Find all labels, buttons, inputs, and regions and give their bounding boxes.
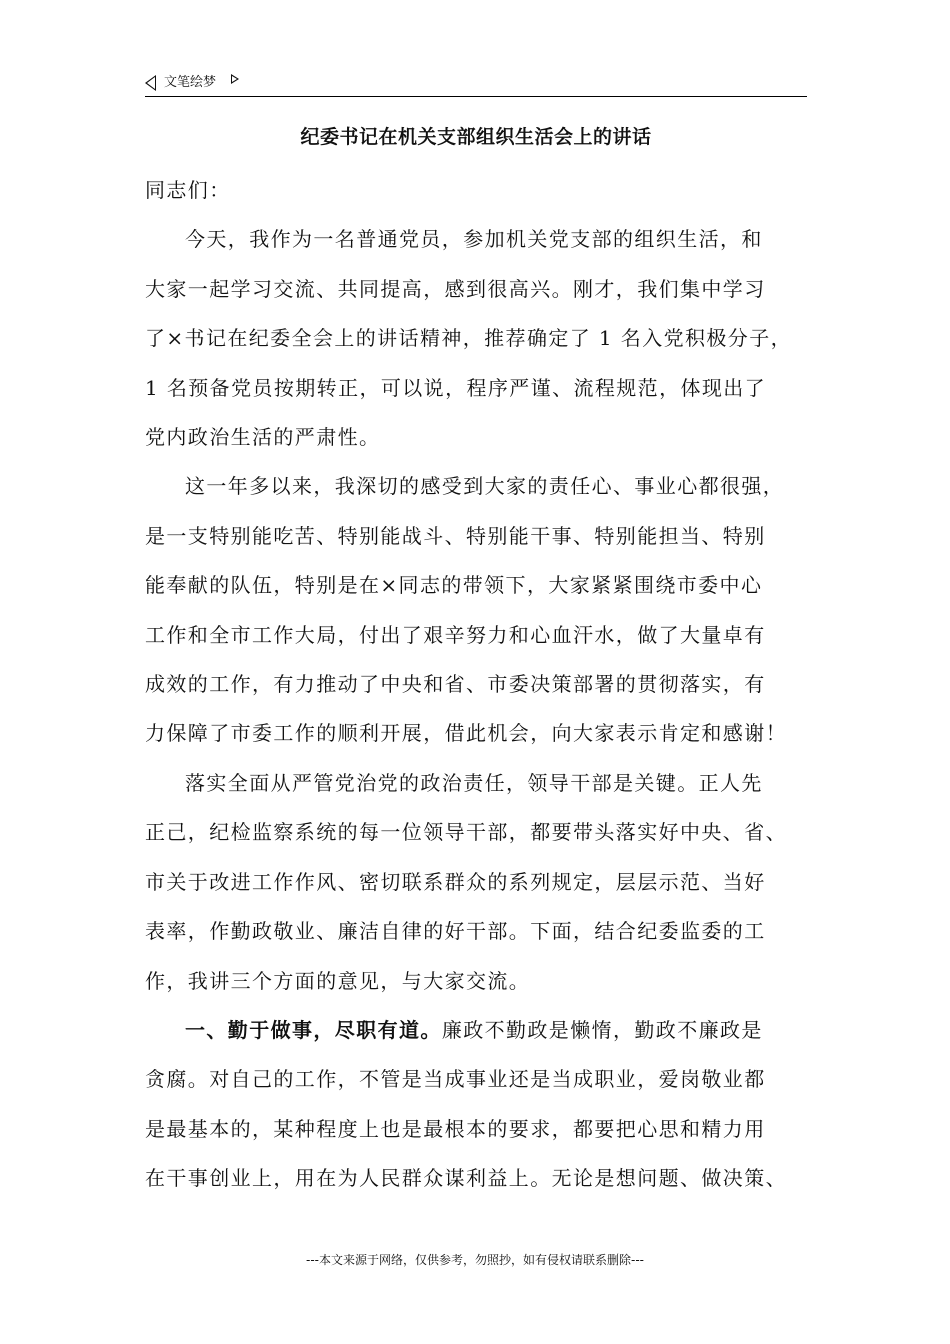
paragraph-line: 成效的工作，有力推动了中央和省、市委决策部署的贯彻落实，有	[145, 672, 766, 697]
paragraph-line: 是最基本的，某种程度上也是最根本的要求，都要把心思和精力用	[145, 1116, 766, 1141]
paragraph-line: 这一年多以来，我深切的感受到大家的责任心、事业心都很强，	[185, 474, 785, 499]
page-header	[145, 70, 807, 97]
paragraph-line: 贪腐。对自己的工作，不管是当成事业还是当成职业，爱岗敬业都	[145, 1067, 766, 1092]
paragraph-line: 党内政治生活的严肃性。	[145, 425, 381, 450]
section-heading: 一、勤于做事，尽职有道。	[185, 1017, 442, 1042]
paragraph-line: 力保障了市委工作的顺利开展，借此机会，向大家表示肯定和感谢！	[145, 721, 787, 746]
section-heading-line	[145, 1006, 825, 1055]
paragraph-line: 表率，作勤政敬业、廉洁自律的好干部。下面，结合纪委监委的工	[145, 919, 766, 944]
paragraph-line: 在干事创业上，用在为人民群众谋利益上。无论是想问题、做决策、	[145, 1166, 787, 1191]
paragraph-line: 了×书记在纪委全会上的讲话精神，推荐确定了 1 名入党积极分子，	[145, 326, 792, 351]
paragraph-line: 工作和全市工作大局，付出了艰辛努力和心血汗水，做了大量卓有	[145, 622, 766, 647]
salutation: 同志们：	[145, 178, 231, 202]
document-body	[145, 166, 825, 1204]
left-triangle-icon	[145, 75, 156, 91]
paragraph-line: 是一支特别能吃苦、特别能战斗、特别能干事、特别能担当、特别	[145, 523, 766, 548]
page-footer: ---本文来源于网络，仅供参考，勿照抄，如有侵权请联系删除---	[306, 1253, 644, 1267]
paragraph-line: 今天，我作为一名普通党员，参加机关党支部的组织生活，和	[185, 227, 763, 252]
paragraph-line: 能奉献的队伍，特别是在×同志的带领下，大家紧紧围绕市委中心	[145, 573, 763, 598]
paragraph-line: 1 名预备党员按期转正，可以说，程序严谨、流程规范，体现出了	[145, 375, 767, 400]
paragraph-line: 落实全面从严管党治党的政治责任，领导干部是关键。正人先	[185, 770, 763, 795]
paragraph-line: 正己，纪检监察系统的每一位领导干部，都要带头落实好中央、省、	[145, 820, 787, 845]
header-brand: 文笔绘梦	[164, 75, 217, 90]
document-title: 纪委书记在机关支部组织生活会上的讲话	[300, 126, 652, 148]
section-heading-text: 廉政不勤政是懒惰，勤政不廉政是	[441, 1017, 763, 1042]
paragraph-line: 市关于改进工作作风、密切联系群众的系列规定，层层示范、当好	[145, 869, 766, 894]
paragraph-line: 大家一起学习交流、共同提高，感到很高兴。刚才，我们集中学习	[145, 276, 766, 301]
paragraph-line: 作，我讲三个方面的意见，与大家交流。	[145, 968, 531, 993]
right-triangle-icon	[231, 74, 239, 84]
